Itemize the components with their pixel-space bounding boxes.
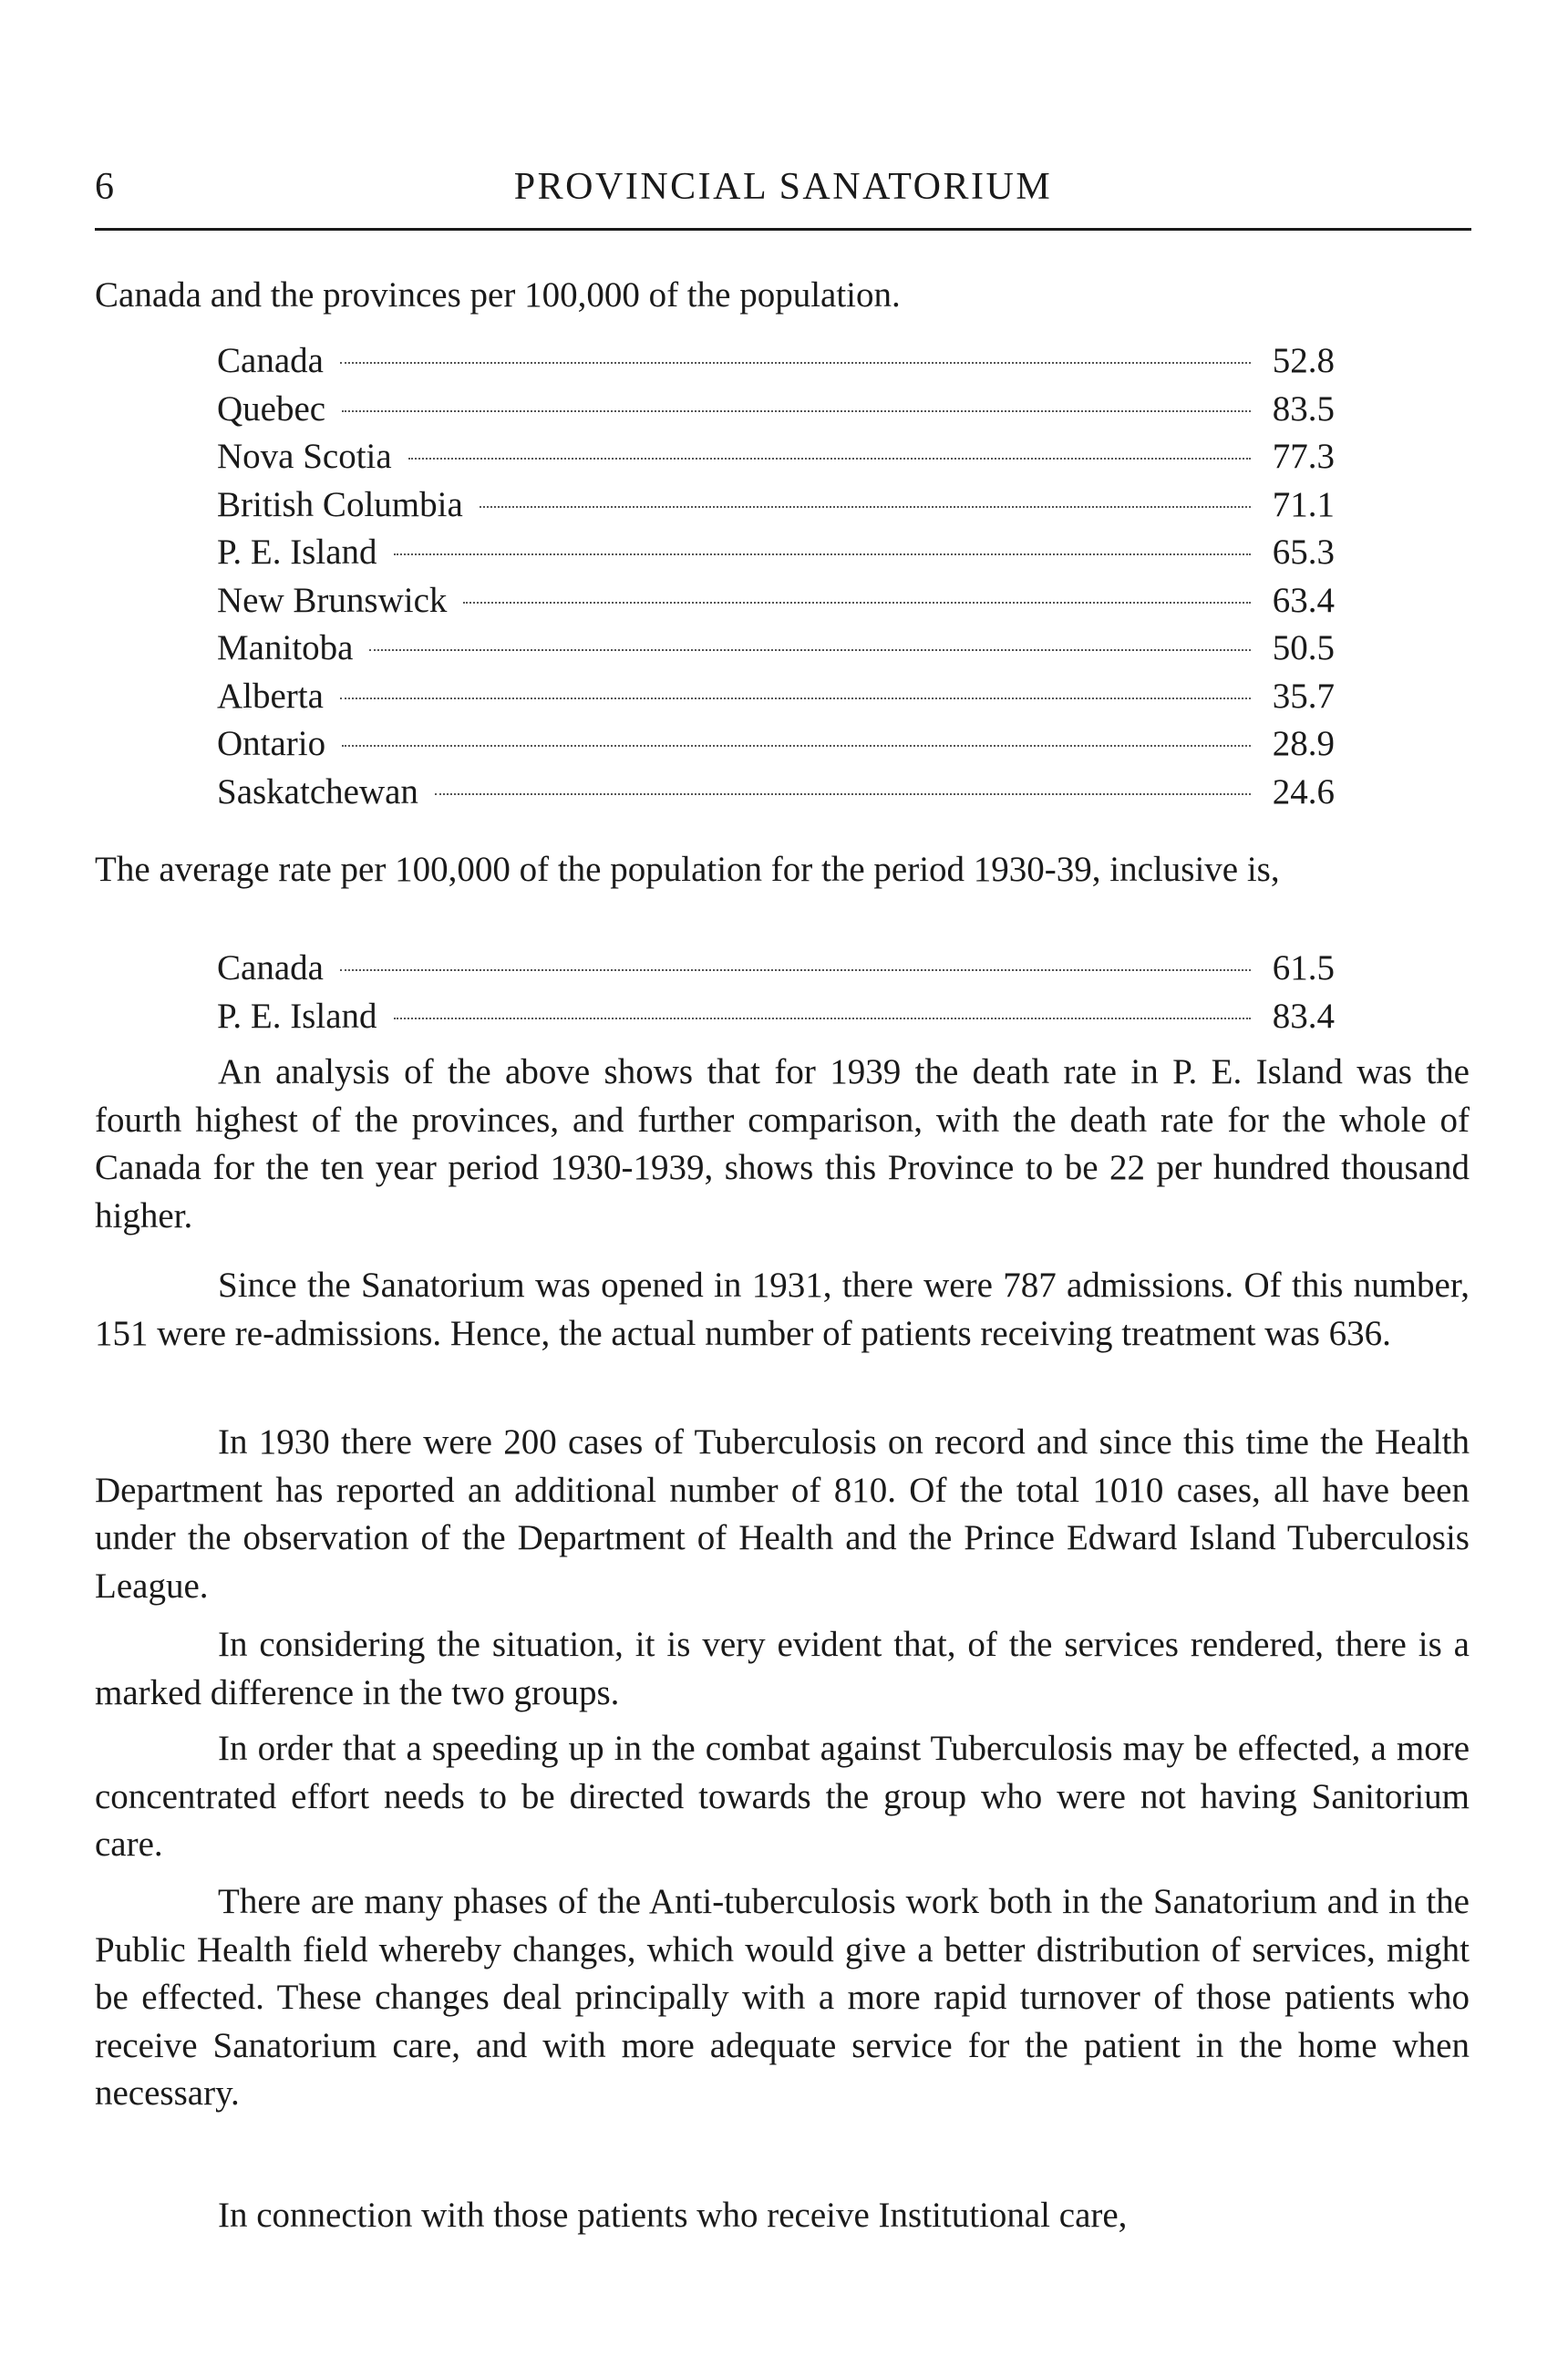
body-paragraph xyxy=(95,1621,1470,1717)
row-value: 35.7 xyxy=(1272,676,1335,716)
row-value: 52.8 xyxy=(1272,341,1335,380)
table-row xyxy=(217,673,1335,721)
body-paragraph xyxy=(95,2192,1470,2240)
row-label: Manitoba xyxy=(217,628,354,667)
row-label: British Columbia xyxy=(217,484,463,524)
intro-line xyxy=(95,272,1470,320)
body-paragraph xyxy=(95,1725,1470,1869)
row-value: 83.5 xyxy=(1272,388,1335,429)
row-value: 77.3 xyxy=(1272,437,1335,476)
row-value: 83.4 xyxy=(1272,996,1335,1036)
row-value: 28.9 xyxy=(1272,724,1335,763)
dot-leader xyxy=(340,698,1251,699)
rates-1939-table xyxy=(217,337,1335,816)
row-label: Alberta xyxy=(217,676,324,716)
body-paragraph xyxy=(95,1049,1470,1240)
dot-leader xyxy=(463,602,1251,604)
body-paragraph xyxy=(95,1878,1470,2118)
table-row xyxy=(217,433,1335,481)
average-intro xyxy=(95,846,1470,894)
header-rule xyxy=(95,228,1471,231)
table-row xyxy=(217,945,1335,993)
row-value: 50.5 xyxy=(1272,628,1335,667)
paragraph-text: There are many phases of the Anti-tuberculosis work both in the Sanatorium and in the Public Health field whereby changes, which would give a better distribution of services, might be effected. These changes deal principally with a more rapid turnover of those patients who receive Sanatorium care, and with more adequate service for the patient in the home when necessary. xyxy=(95,1882,1470,2113)
table-row xyxy=(217,720,1335,769)
intro-text: Canada and the provinces per 100,000 of the population. xyxy=(95,275,901,315)
dot-leader xyxy=(340,969,1251,971)
paragraph-text: In 1930 there were 200 cases of Tuberculosis on record and since this time the Health Department has reported an additional number of 810. Of the total 1010 cases, all have been under the observation of the Department of Health and the Prince Edward Island Tuberculosis League. xyxy=(95,1422,1470,1606)
table-row xyxy=(217,625,1335,673)
row-label: P. E. Island xyxy=(217,996,377,1036)
dot-leader xyxy=(394,553,1252,555)
table-row xyxy=(217,769,1335,817)
dot-leader xyxy=(342,410,1251,412)
paragraph-text: In order that a speeding up in the combat against Tuberculosis may be effected, a more concentrated effort needs to be directed towards the group who were not having Sanitorium care. xyxy=(95,1729,1470,1864)
running-title: PROVINCIAL SANATORIUM xyxy=(513,166,1053,208)
row-value: 24.6 xyxy=(1272,771,1335,812)
paragraph-text: In connection with those patients who receive Institutional care, xyxy=(218,2196,1128,2235)
dot-leader xyxy=(394,1018,1252,1019)
row-value: 63.4 xyxy=(1272,580,1335,620)
page-number: 6 xyxy=(95,166,114,208)
paragraph-text: An analysis of the above shows that for 1939 the death rate in P. E. Island was the fourth highest of the provinces, and further comparison, with the death rate for the whole of Canada for the ten year period 1930-1939, shows this Province to be 22 per hundred thousand higher. xyxy=(95,1052,1470,1235)
paragraph-text: In considering the situation, it is very evident that, of the services rendered, there is a marked difference in the two groups. xyxy=(95,1625,1470,1712)
average-intro-text: The average rate per 100,000 of the population for the period 1930-39, inclusive is, xyxy=(95,850,1280,889)
row-label: P. E. Island xyxy=(217,532,377,572)
body-paragraph xyxy=(95,1419,1470,1610)
row-label: Nova Scotia xyxy=(217,437,392,476)
row-label: Quebec xyxy=(217,388,326,429)
row-label: Canada xyxy=(217,341,324,380)
table-row xyxy=(217,529,1335,577)
average-rates-table xyxy=(217,945,1335,1040)
dot-leader xyxy=(480,506,1251,508)
dot-leader xyxy=(340,362,1251,364)
body-paragraph xyxy=(95,1262,1470,1358)
table-row xyxy=(217,481,1335,530)
row-value: 71.1 xyxy=(1272,484,1335,524)
paragraph-text: Since the Sanatorium was opened in 1931, there were 787 admissions. Of this number, 151 were re-admissions. Hence, the actual number of patients receiving treatment was 636. xyxy=(95,1266,1470,1353)
row-value: 65.3 xyxy=(1272,532,1335,572)
dot-leader xyxy=(342,745,1251,747)
row-label: New Brunswick xyxy=(217,580,448,620)
row-label: Canada xyxy=(217,948,324,987)
dot-leader xyxy=(408,458,1251,460)
table-row xyxy=(217,993,1335,1041)
table-row xyxy=(217,386,1335,434)
table-row xyxy=(217,337,1335,386)
dot-leader xyxy=(435,793,1251,795)
dot-leader xyxy=(369,649,1251,651)
row-label: Saskatchewan xyxy=(217,771,418,812)
row-label: Ontario xyxy=(217,724,326,763)
row-value: 61.5 xyxy=(1272,948,1335,987)
running-header xyxy=(95,155,1471,219)
table-row xyxy=(217,577,1335,625)
